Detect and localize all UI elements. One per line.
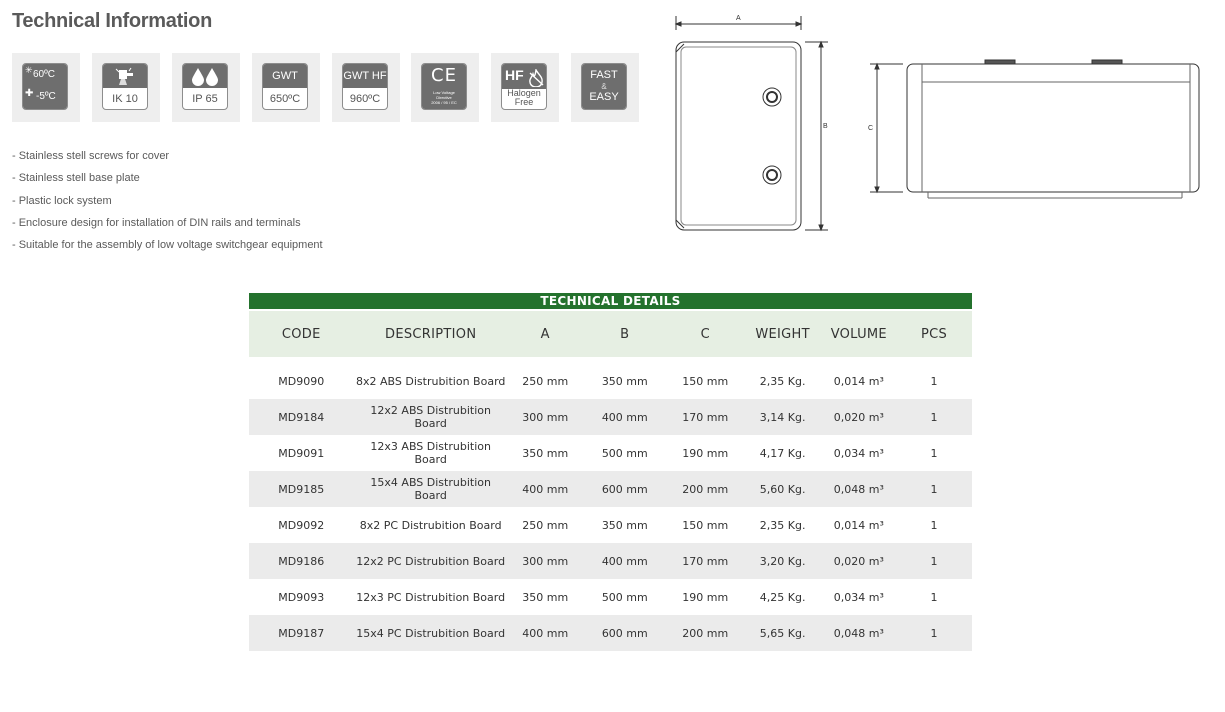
header-weight: WEIGHT xyxy=(744,310,822,357)
temperature-low: -5ºC xyxy=(36,91,56,102)
enclosure-dimension-drawing xyxy=(660,10,1210,240)
ingress-badge xyxy=(172,53,240,122)
gwt-hf-badge xyxy=(332,53,400,122)
cell-code: MD9184 xyxy=(249,399,354,435)
cell-c: 170 mm xyxy=(667,399,744,435)
table-title: TECHNICAL DETAILS xyxy=(249,293,972,310)
cell-c: 150 mm xyxy=(667,363,744,399)
cell-c: 200 mm xyxy=(667,471,744,507)
table-row xyxy=(249,615,972,651)
gwt-hf-temperature: 960ºC xyxy=(349,93,381,105)
table-row xyxy=(249,363,972,399)
header-b: B xyxy=(583,310,667,357)
halogen-free-badge xyxy=(491,53,559,122)
technical-details-table xyxy=(249,293,972,651)
cell-code: MD9092 xyxy=(249,507,354,543)
cell-code: MD9093 xyxy=(249,579,354,615)
cell-volume: 0,020 m³ xyxy=(822,399,896,435)
sun-icon: ✳ xyxy=(25,65,33,75)
halogen-line2: Free xyxy=(514,97,534,107)
flame-icon xyxy=(527,69,545,87)
cell-pcs: 1 xyxy=(896,543,972,579)
cell-c: 190 mm xyxy=(667,579,744,615)
feature-item: - Plastic lock system xyxy=(12,194,112,207)
cell-weight: 3,20 Kg. xyxy=(744,543,822,579)
header-a: A xyxy=(508,310,583,357)
cell-volume: 0,020 m³ xyxy=(822,543,896,579)
fast-ampersand: & xyxy=(601,82,607,91)
cell-weight: 5,65 Kg. xyxy=(744,615,822,651)
cell-pcs: 1 xyxy=(896,399,972,435)
cell-pcs: 1 xyxy=(896,435,972,471)
cell-a: 350 mm xyxy=(508,435,583,471)
header-volume: VOLUME xyxy=(822,310,896,357)
hf-mark: HF xyxy=(505,67,524,83)
cell-weight: 4,25 Kg. xyxy=(744,579,822,615)
cell-description: 12x3 ABS Distrubition Board xyxy=(354,435,508,471)
cell-pcs: 1 xyxy=(896,507,972,543)
ingress-label: IP 65 xyxy=(192,93,218,105)
gwt-hf-label: GWT HF xyxy=(343,64,387,88)
cell-weight: 5,60 Kg. xyxy=(744,471,822,507)
snowflake-icon: ✚ xyxy=(25,88,34,99)
cell-code: MD9185 xyxy=(249,471,354,507)
cell-weight: 4,17 Kg. xyxy=(744,435,822,471)
cell-b: 350 mm xyxy=(583,507,667,543)
cell-code: MD9187 xyxy=(249,615,354,651)
cell-a: 400 mm xyxy=(508,471,583,507)
cell-c: 170 mm xyxy=(667,543,744,579)
cell-volume: 0,034 m³ xyxy=(822,579,896,615)
dimension-label-c: C xyxy=(868,125,874,132)
cell-b: 500 mm xyxy=(583,435,667,471)
cell-a: 250 mm xyxy=(508,363,583,399)
page-title: Technical Information xyxy=(12,10,213,32)
side-view xyxy=(870,60,1199,198)
cell-pcs: 1 xyxy=(896,579,972,615)
water-drops-icon xyxy=(188,66,222,86)
cell-pcs: 1 xyxy=(896,615,972,651)
header-description: DESCRIPTION xyxy=(354,310,508,357)
ce-directive-line1: Low Voltage xyxy=(433,90,455,95)
feature-item: - Suitable for the assembly of low voltage switchgear equipment xyxy=(12,239,323,252)
fast-label: FAST xyxy=(590,69,618,81)
ce-mark-icon: CE xyxy=(431,65,457,86)
cell-weight: 2,35 Kg. xyxy=(744,363,822,399)
cell-code: MD9090 xyxy=(249,363,354,399)
cell-description: 12x2 PC Distrubition Board xyxy=(354,543,508,579)
cell-a: 300 mm xyxy=(508,543,583,579)
cell-c: 150 mm xyxy=(667,507,744,543)
cell-volume: 0,048 m³ xyxy=(822,615,896,651)
temperature-badge xyxy=(12,53,80,122)
cell-description: 12x2 ABS Distrubition Board xyxy=(354,399,508,435)
cell-code: MD9091 xyxy=(249,435,354,471)
header-code: CODE xyxy=(249,310,354,357)
cell-a: 300 mm xyxy=(508,399,583,435)
cell-pcs: 1 xyxy=(896,471,972,507)
hammer-impact-icon xyxy=(113,66,137,86)
gwt-label: GWT xyxy=(263,64,307,88)
ce-directive-line2: Directive xyxy=(436,95,452,100)
cell-b: 500 mm xyxy=(583,579,667,615)
cell-b: 600 mm xyxy=(583,615,667,651)
cell-description: 15x4 PC Distrubition Board xyxy=(354,615,508,651)
cell-c: 190 mm xyxy=(667,435,744,471)
impact-badge xyxy=(92,53,160,122)
header-c: C xyxy=(667,310,744,357)
impact-label: IK 10 xyxy=(112,93,138,105)
cell-a: 400 mm xyxy=(508,615,583,651)
cell-a: 350 mm xyxy=(508,579,583,615)
front-view xyxy=(676,16,828,230)
table-row xyxy=(249,543,972,579)
dimension-label-b: B xyxy=(823,123,828,130)
cell-a: 250 mm xyxy=(508,507,583,543)
ce-directive-line3: 2006 / 95 / EC xyxy=(431,100,457,105)
cell-b: 400 mm xyxy=(583,543,667,579)
cell-pcs: 1 xyxy=(896,363,972,399)
fast-easy-badge xyxy=(571,53,639,122)
halogen-line1: Halogen xyxy=(507,88,541,98)
cell-description: 8x2 ABS Distrubition Board xyxy=(354,363,508,399)
table-row xyxy=(249,435,972,471)
cell-weight: 3,14 Kg. xyxy=(744,399,822,435)
temperature-high: 60ºC xyxy=(33,69,55,80)
cell-code: MD9186 xyxy=(249,543,354,579)
table-header-row xyxy=(249,310,972,357)
gwt-badge xyxy=(252,53,320,122)
cell-description: 8x2 PC Distrubition Board xyxy=(354,507,508,543)
cell-volume: 0,048 m³ xyxy=(822,471,896,507)
feature-item: - Stainless stell base plate xyxy=(12,172,140,185)
cell-c: 200 mm xyxy=(667,615,744,651)
ce-badge xyxy=(411,53,479,122)
gwt-temperature: 650ºC xyxy=(269,93,301,105)
feature-list xyxy=(12,149,323,260)
cell-b: 400 mm xyxy=(583,399,667,435)
cell-weight: 2,35 Kg. xyxy=(744,507,822,543)
cell-b: 350 mm xyxy=(583,363,667,399)
cell-b: 600 mm xyxy=(583,471,667,507)
table-row xyxy=(249,399,972,435)
feature-item: - Enclosure design for installation of DIN rails and terminals xyxy=(12,216,301,229)
cell-description: 15x4 ABS Distrubition Board xyxy=(354,471,508,507)
table-row xyxy=(249,507,972,543)
cell-description: 12x3 PC Distrubition Board xyxy=(354,579,508,615)
cell-volume: 0,034 m³ xyxy=(822,435,896,471)
header-pcs: PCS xyxy=(896,310,972,357)
table-body xyxy=(249,363,972,651)
cell-volume: 0,014 m³ xyxy=(822,507,896,543)
feature-item: - Stainless stell screws for cover xyxy=(12,150,170,162)
table-row xyxy=(249,579,972,615)
dimension-label-a: A xyxy=(736,15,741,22)
table-row xyxy=(249,471,972,507)
easy-label: EASY xyxy=(589,91,619,103)
cell-volume: 0,014 m³ xyxy=(822,363,896,399)
